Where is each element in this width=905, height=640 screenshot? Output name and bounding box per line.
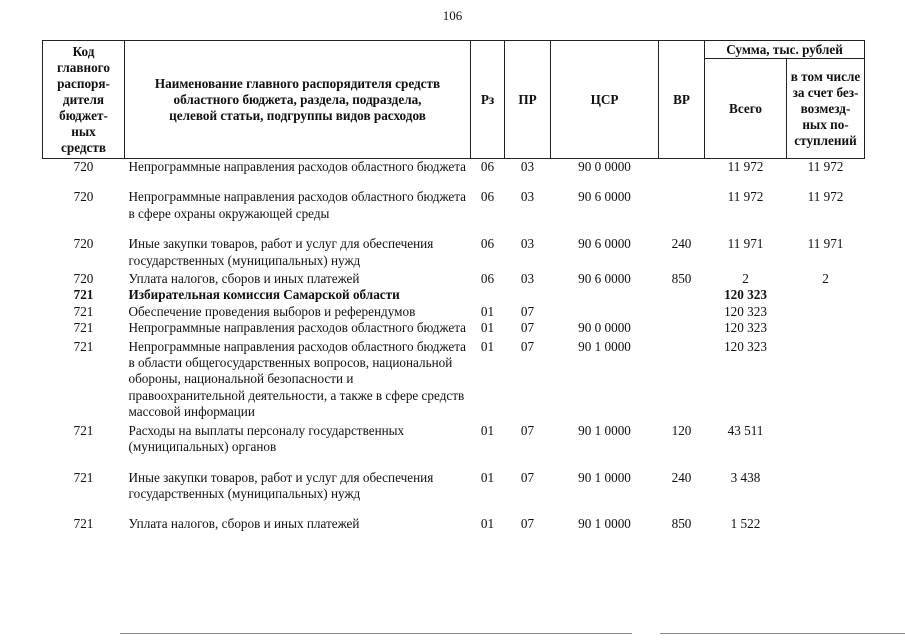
budget-table <box>42 40 865 533</box>
cell-pr: 03 <box>520 189 535 205</box>
cell-free <box>787 421 865 456</box>
cell-csr: 90 1 0000 <box>578 422 631 438</box>
header-csr: ЦСР <box>551 41 659 159</box>
table-row <box>43 320 865 336</box>
cell-vr: 850 <box>671 271 692 287</box>
cell-rz: 06 <box>480 159 495 174</box>
header-sum: Сумма, тыс. рублей <box>705 41 865 59</box>
cell-pr: 07 <box>520 422 535 438</box>
cell-name: Непрограммные направления расходов областного бюджета в сфере охраны окружающей среды <box>128 189 467 221</box>
table-row <box>43 287 865 303</box>
cell-vr <box>659 287 705 303</box>
cell-csr: 90 0 0000 <box>578 159 631 174</box>
cell-vr <box>659 159 705 176</box>
table-row <box>43 175 865 222</box>
cell-csr: 90 6 0000 <box>578 189 631 205</box>
cell-csr: 90 6 0000 <box>578 271 631 287</box>
cell-code: 720 <box>73 159 94 174</box>
cell-vr <box>659 175 705 222</box>
cell-pr: 03 <box>520 236 535 252</box>
footer-rule-right <box>660 633 905 634</box>
cell-vr <box>659 337 705 421</box>
cell-total: 11 972 <box>727 159 764 174</box>
cell-pr <box>505 287 551 303</box>
table-row <box>43 456 865 503</box>
cell-pr: 03 <box>520 159 535 174</box>
cell-free <box>787 287 865 303</box>
header-free: в том числе за счет без- возмезд- ных по- ступлений <box>787 59 865 159</box>
cell-total: 120 323 <box>724 338 767 354</box>
header-name: Наименование главного распорядителя средств областного бюджета, раздела, подраздела, целевой статьи, подгруппы видов расходов <box>125 41 471 159</box>
cell-csr <box>551 287 659 303</box>
cell-vr <box>659 304 705 320</box>
cell-rz: 01 <box>480 516 495 532</box>
cell-rz: 01 <box>480 422 495 438</box>
cell-name: Избирательная комиссия Самарской области <box>128 287 400 303</box>
cell-code: 721 <box>73 287 94 303</box>
header-rz: Рз <box>471 41 505 159</box>
cell-csr: 90 0 0000 <box>578 320 631 336</box>
table-body <box>43 159 865 533</box>
cell-name: Уплата налогов, сборов и иных платежей <box>128 271 360 287</box>
cell-rz: 06 <box>480 271 495 287</box>
header-vr: ВР <box>659 41 705 159</box>
cell-rz: 01 <box>480 320 495 336</box>
cell-code: 721 <box>73 338 94 354</box>
header-code: Код главного распоря- дителя бюджет- ных средств <box>43 41 125 159</box>
cell-rz: 01 <box>480 303 495 319</box>
table-row <box>43 421 865 456</box>
cell-csr <box>551 304 659 320</box>
cell-name: Иные закупки товаров, работ и услуг для обеспечения государственных (муниципальных) нужд <box>128 469 434 501</box>
page-number: 106 <box>442 8 463 23</box>
cell-rz: 06 <box>480 236 495 252</box>
cell-vr <box>659 320 705 336</box>
cell-rz: 01 <box>480 338 495 354</box>
cell-total: 11 972 <box>727 189 764 205</box>
cell-name: Непрограммные направления расходов областного бюджета в области общегосударственных вопросов, национальной обороны, национальной безопасности и правоохранительной деятельности, а также в сфере средств массовой информации <box>128 338 467 420</box>
cell-name: Иные закупки товаров, работ и услуг для обеспечения государственных (муниципальных) нужд <box>128 236 434 268</box>
cell-name: Непрограммные направления расходов областного бюджета <box>128 320 467 336</box>
cell-name: Расходы на выплаты персоналу государственных (муниципальных) органов <box>128 422 405 455</box>
cell-code: 721 <box>73 320 94 336</box>
cell-total: 2 <box>742 271 749 287</box>
cell-pr: 03 <box>520 271 535 287</box>
cell-code: 721 <box>73 303 94 319</box>
cell-pr: 07 <box>520 320 535 336</box>
cell-total: 43 511 <box>727 422 764 438</box>
cell-vr: 850 <box>671 516 692 532</box>
cell-free <box>787 304 865 320</box>
cell-rz <box>471 287 505 303</box>
cell-free <box>787 320 865 336</box>
cell-pr: 07 <box>520 469 535 485</box>
cell-pr: 07 <box>520 338 535 354</box>
cell-pr: 07 <box>520 516 535 532</box>
cell-total: 1 522 <box>730 516 761 532</box>
cell-vr: 240 <box>671 236 692 252</box>
cell-vr: 240 <box>671 469 692 485</box>
cell-total: 11 971 <box>727 236 764 252</box>
cell-total: 120 323 <box>724 303 767 319</box>
cell-code: 721 <box>73 516 94 532</box>
cell-total: 120 323 <box>724 320 767 336</box>
cell-code: 721 <box>73 422 94 438</box>
table-row <box>43 159 865 176</box>
cell-rz: 01 <box>480 469 495 485</box>
cell-free: 11 971 <box>807 236 844 252</box>
header-total: Всего <box>705 59 787 159</box>
cell-free <box>787 337 865 421</box>
cell-csr: 90 6 0000 <box>578 236 631 252</box>
cell-code: 720 <box>73 189 94 205</box>
cell-name: Уплата налогов, сборов и иных платежей <box>128 516 360 532</box>
cell-csr: 90 1 0000 <box>578 469 631 485</box>
cell-free: 11 972 <box>807 189 844 205</box>
cell-code: 720 <box>73 236 94 252</box>
cell-total: 120 323 <box>724 287 767 303</box>
header-pr: ПР <box>505 41 551 159</box>
cell-vr: 120 <box>671 422 692 438</box>
cell-pr: 07 <box>520 303 535 319</box>
table-row <box>43 222 865 269</box>
cell-code: 721 <box>73 469 94 485</box>
table-row <box>43 304 865 320</box>
cell-free: 2 <box>822 271 829 287</box>
cell-free <box>787 502 865 532</box>
cell-name: Обеспечение проведения выборов и референдумов <box>128 303 416 319</box>
cell-total: 3 438 <box>730 469 761 485</box>
table-row <box>43 337 865 421</box>
cell-csr: 90 1 0000 <box>578 338 631 354</box>
cell-csr: 90 1 0000 <box>578 516 631 532</box>
cell-free <box>787 456 865 503</box>
table-row <box>43 502 865 532</box>
footer-rule <box>120 633 632 634</box>
cell-name: Непрограммные направления расходов областного бюджета <box>128 159 467 174</box>
cell-code: 720 <box>73 271 94 287</box>
cell-free: 11 972 <box>807 159 844 174</box>
cell-rz: 06 <box>480 189 495 205</box>
table-row <box>43 269 865 287</box>
